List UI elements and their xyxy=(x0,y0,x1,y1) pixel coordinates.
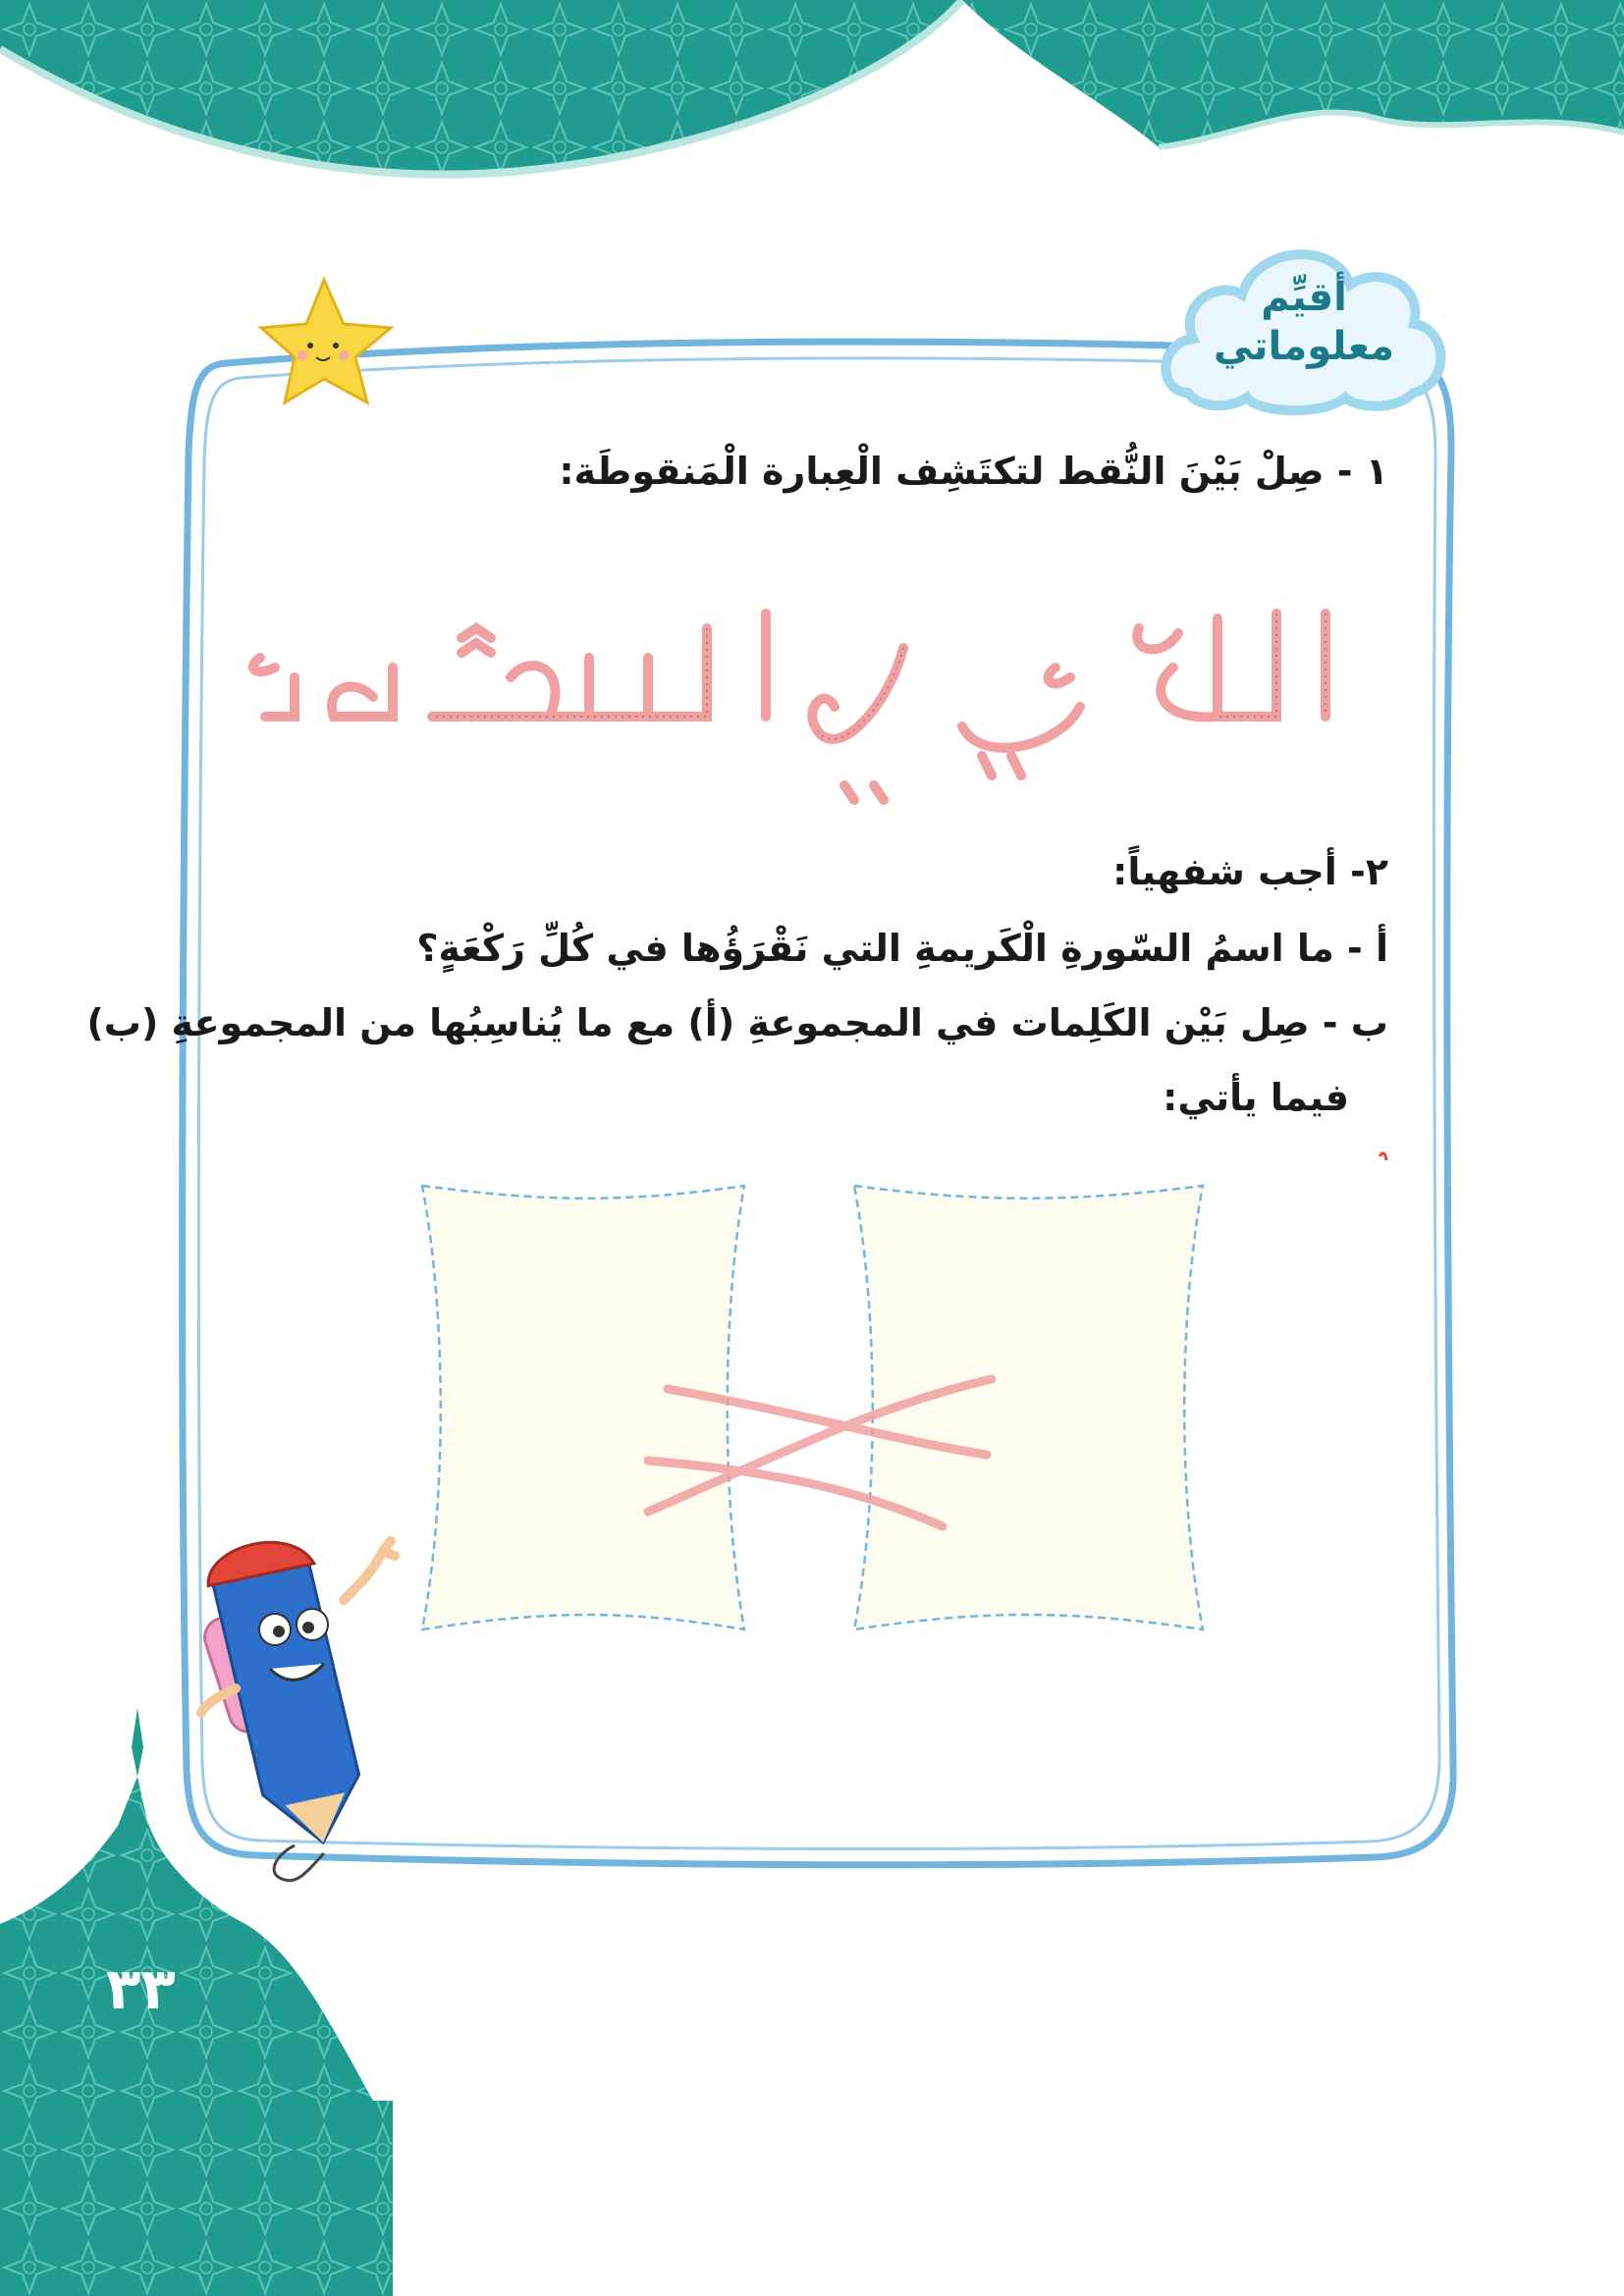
question-2b: ب - صِل بَيْن الكَلِمات في المجموعةِ (أ) مع ما يُناسِبُها من المجموعةِ (ب) xyxy=(86,1001,1388,1044)
page-number: ٣٣ xyxy=(106,1955,176,2022)
badge-line-1: أقيِّم xyxy=(1261,275,1347,320)
badge-line-2: معلوماتي xyxy=(1213,324,1395,369)
card-b xyxy=(422,1186,744,1629)
question-2: ٢- أجب شفهياً: xyxy=(1112,850,1388,893)
question-1: ١ - صِلْ بَيْنَ النُّقط لتكتَشِف الْعِبارة الْمَنقوطَة: xyxy=(559,450,1388,493)
question-2b-continued: فيما يأتي: xyxy=(1163,1076,1349,1119)
traced-phrase-strokes xyxy=(253,614,1326,800)
pencil-mascot-icon xyxy=(199,1532,395,1880)
question-2a: أ - ما اسمُ السّورةِ الْكَريمةِ التي نَقْرَؤُها في كُلِّ رَكْعَةٍ؟ xyxy=(416,927,1388,970)
star-icon xyxy=(261,280,391,402)
